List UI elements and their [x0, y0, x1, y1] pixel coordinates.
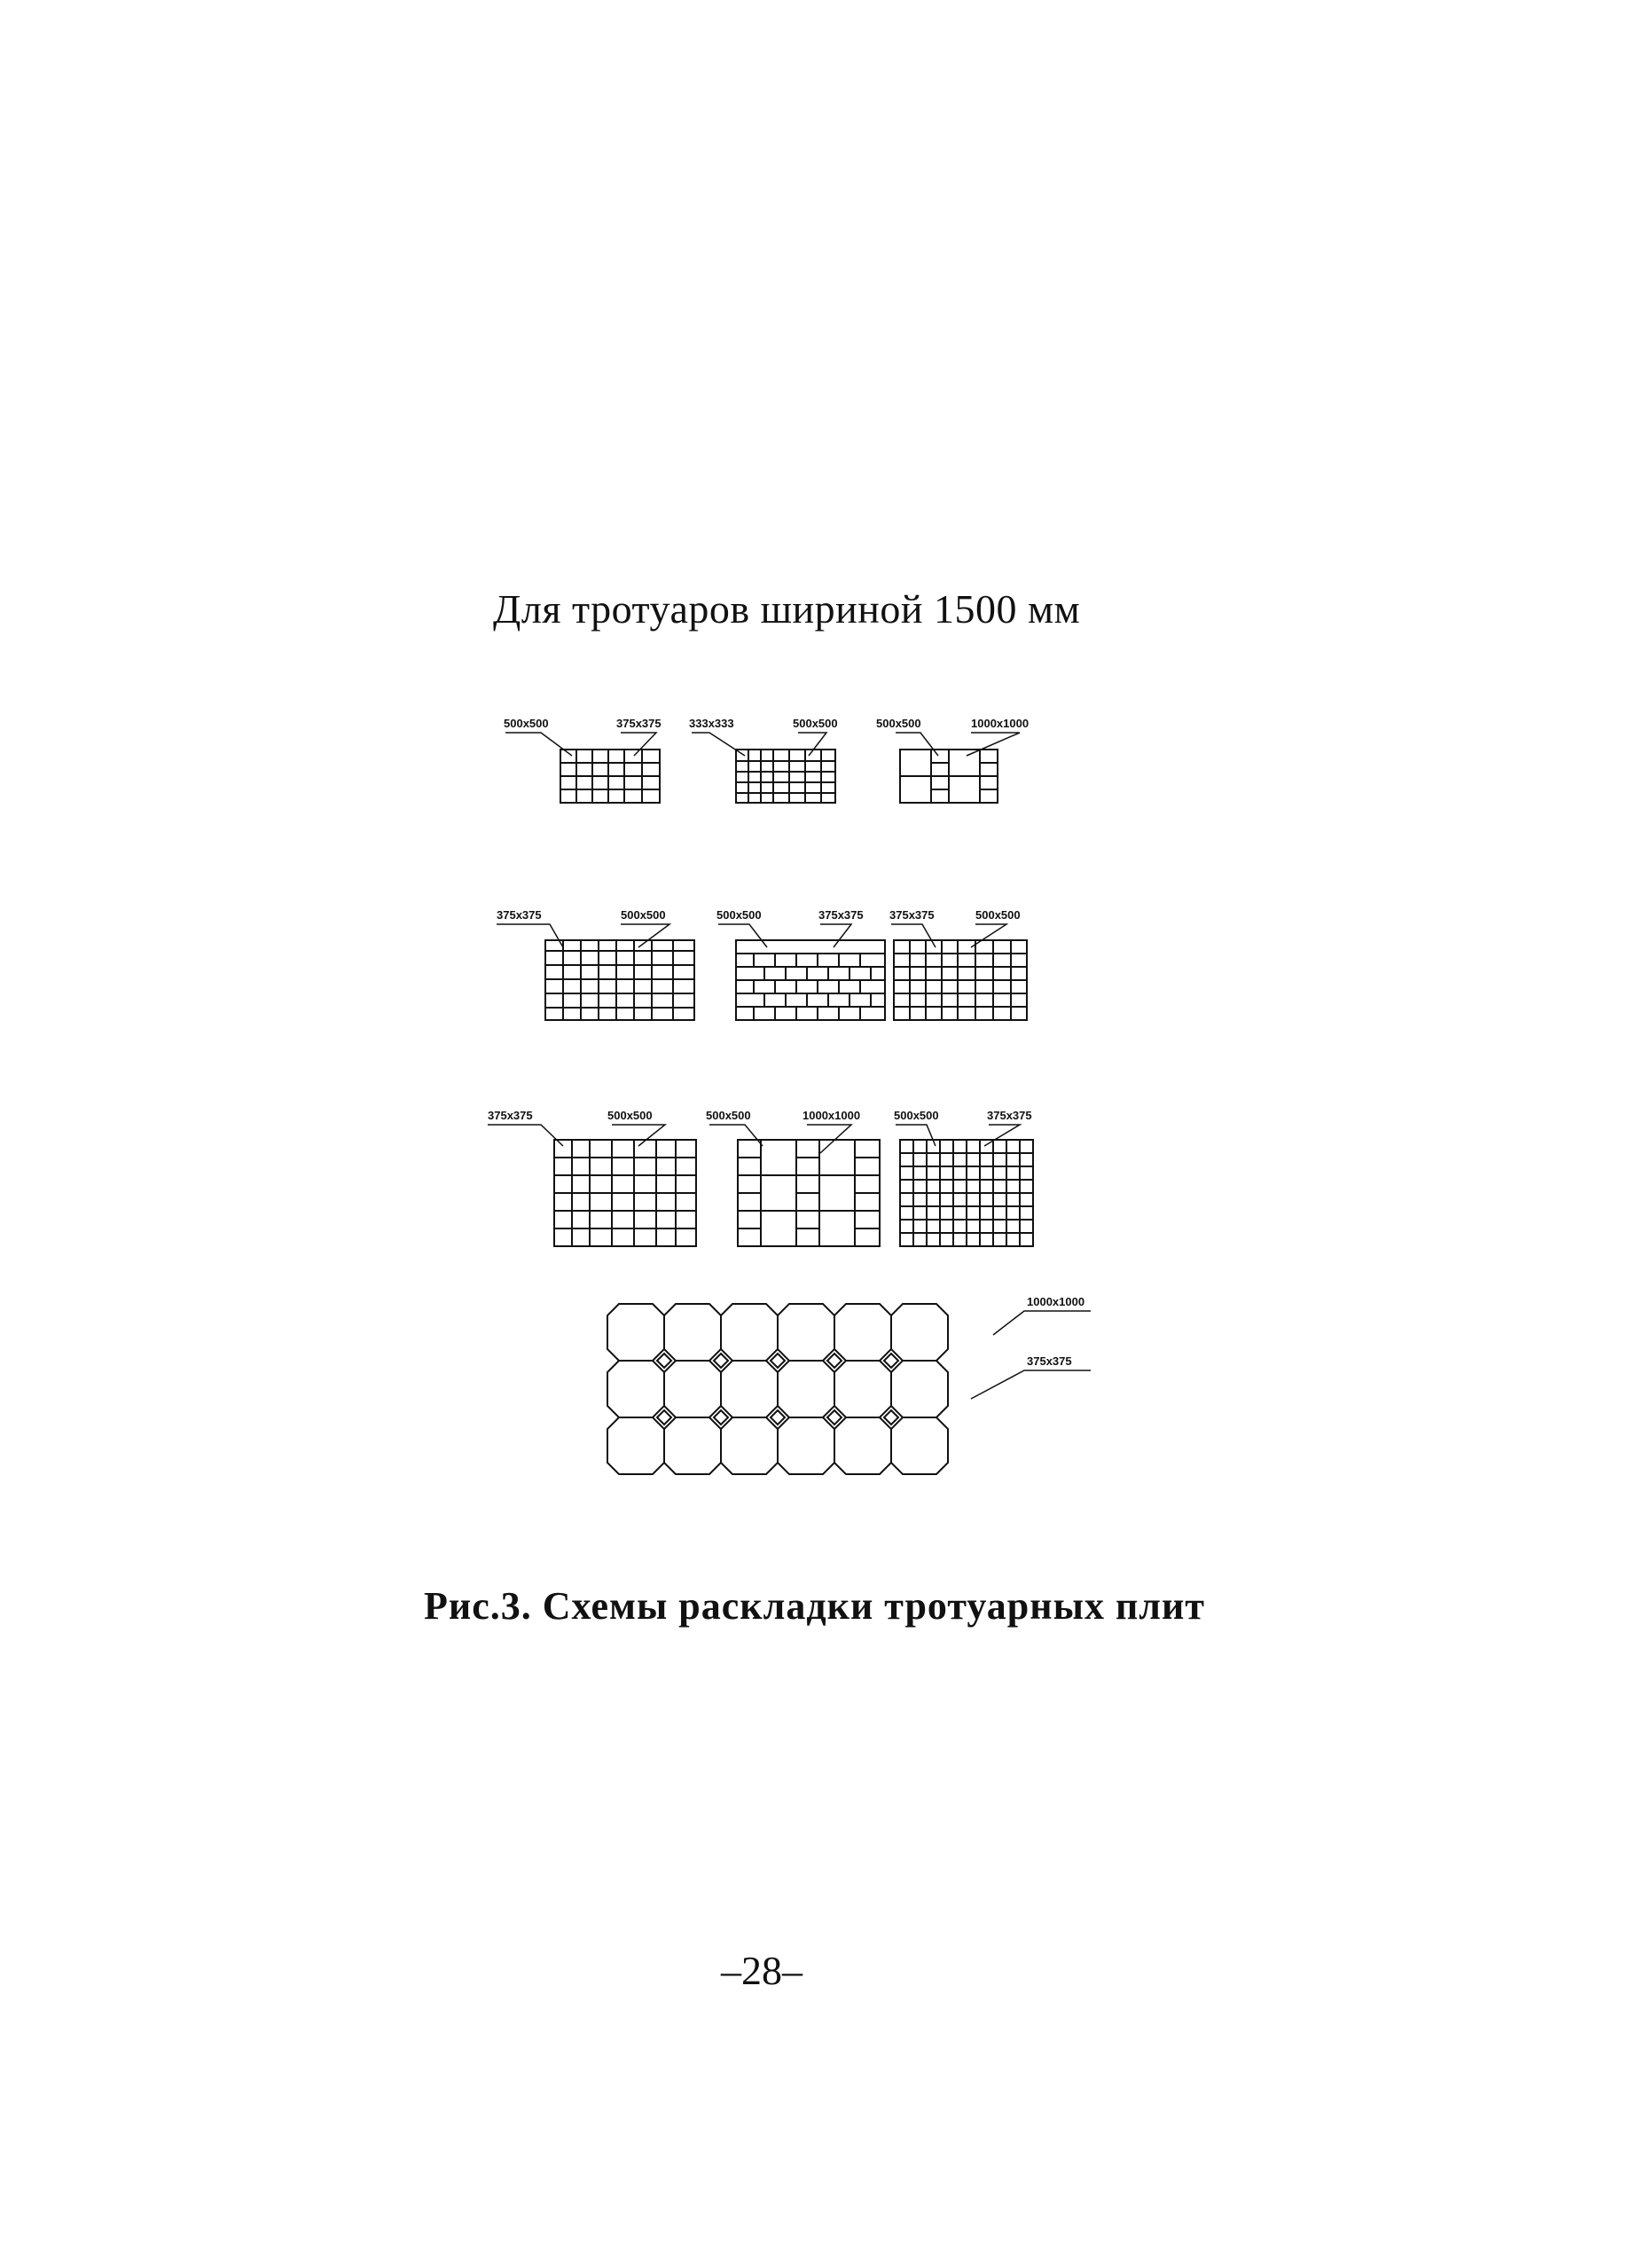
scheme-3-label-a: 500x500 — [876, 717, 921, 730]
octagon-tile — [778, 1417, 834, 1474]
scheme-4-label-a: 375x375 — [497, 908, 542, 922]
scheme-1-label-b: 375x375 — [616, 717, 662, 730]
octagon-tile — [721, 1361, 778, 1417]
scheme-4-label-b: 500x500 — [621, 908, 666, 922]
square-insert-tile — [827, 1354, 842, 1368]
scheme-5-label-a: 500x500 — [716, 908, 762, 922]
octagon-tile — [778, 1304, 834, 1361]
scheme-9-grid — [900, 1140, 1033, 1246]
square-insert-tile — [714, 1354, 728, 1368]
octagon-tile — [891, 1417, 948, 1474]
octagon-tile — [891, 1304, 948, 1361]
scheme-5-label-b: 375x375 — [818, 908, 864, 922]
square-insert-tile — [884, 1354, 898, 1368]
octagon-tile — [664, 1304, 721, 1361]
octagon-tile — [834, 1417, 891, 1474]
scheme-10-label-b: 375x375 — [1027, 1354, 1072, 1368]
square-insert-tile — [771, 1354, 785, 1368]
octagon-tile — [664, 1361, 721, 1417]
scheme-9-label-a: 500x500 — [894, 1109, 939, 1122]
square-insert-tile — [884, 1410, 898, 1425]
label-leaders — [488, 733, 1091, 1399]
square-insert-tile — [827, 1410, 842, 1425]
scheme-6-label-a: 375x375 — [889, 908, 935, 922]
octagon-tile — [721, 1304, 778, 1361]
scheme-3-label-b: 1000x1000 — [971, 717, 1030, 730]
scheme-8-label-b: 1000x1000 — [803, 1109, 861, 1122]
paving-layout-schemes — [479, 701, 1126, 1535]
scheme-6-label-b: 500x500 — [975, 908, 1021, 922]
scheme-1-grid — [560, 750, 660, 803]
square-insert-tile — [771, 1410, 785, 1425]
scheme-4-grid — [545, 940, 694, 1020]
scheme-7-label-b: 500x500 — [607, 1109, 653, 1122]
square-insert-tile — [714, 1410, 728, 1425]
scheme-3-grid — [900, 750, 998, 803]
octagon-tile — [607, 1304, 664, 1361]
scheme-10-grid — [607, 1304, 948, 1474]
square-insert-tile — [657, 1354, 671, 1368]
octagon-tile — [664, 1417, 721, 1474]
figure-caption: Рис.3. Схемы раскладки тротуарных плит — [424, 1584, 1205, 1628]
scheme-2-label-a: 333x333 — [689, 717, 734, 730]
octagon-tile — [721, 1417, 778, 1474]
scheme-8-label-a: 500x500 — [706, 1109, 751, 1122]
octagon-tile — [778, 1361, 834, 1417]
paving-layout-figure — [479, 701, 1126, 1535]
scheme-9-label-b: 375x375 — [987, 1109, 1032, 1122]
page-number: –28– — [721, 1948, 803, 1993]
scheme-2-grid — [736, 750, 835, 803]
octagon-tile — [607, 1417, 664, 1474]
octagon-tile — [607, 1361, 664, 1417]
scheme-6-grid — [894, 940, 1027, 1020]
scheme-7-grid — [554, 1140, 696, 1246]
section-heading: Для тротуаров шириной 1500 мм — [493, 586, 1081, 632]
scheme-7-label-a: 375x375 — [488, 1109, 533, 1122]
scheme-2-label-b: 500x500 — [793, 717, 838, 730]
scheme-5-grid — [736, 940, 885, 1020]
scheme-8-grid — [738, 1140, 880, 1246]
octagon-tile — [891, 1361, 948, 1417]
scheme-10-label-a: 1000x1000 — [1027, 1295, 1085, 1308]
octagon-tile — [834, 1304, 891, 1361]
octagon-tile — [834, 1361, 891, 1417]
dimension-labels — [488, 717, 1084, 1368]
scheme-1-label-a: 500x500 — [504, 717, 549, 730]
square-insert-tile — [657, 1410, 671, 1425]
